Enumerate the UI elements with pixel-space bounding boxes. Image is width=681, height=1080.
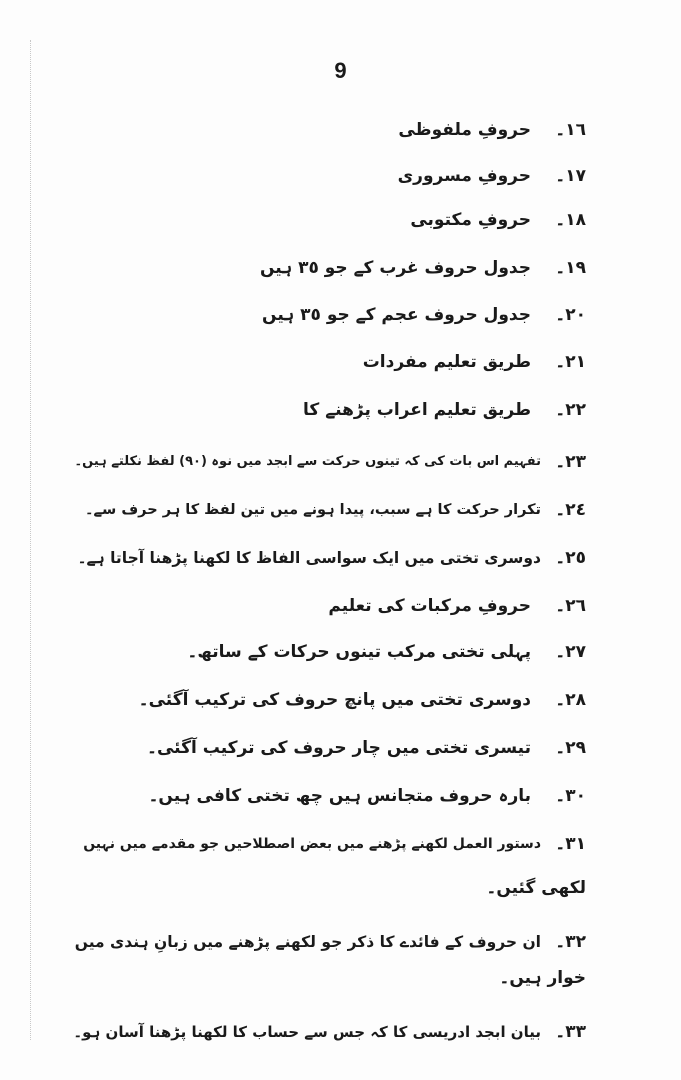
item-number: ٢٥۔ — [555, 548, 586, 568]
item-text-continuation: خوار ہیں۔ — [499, 968, 586, 988]
item-number: ٢٣۔ — [555, 452, 586, 472]
item-number: ١٨۔ — [555, 210, 586, 230]
item-text: حروفِ مکتوبی — [410, 210, 531, 230]
item-number: ٢٨۔ — [555, 690, 586, 710]
item-number: ١٩۔ — [555, 258, 586, 278]
item-text: بارہ حروف متجانس ہیں چھ تختی کافی ہیں۔ — [148, 786, 531, 806]
item-number: ٣٣۔ — [555, 1022, 586, 1042]
item-number: ١٦۔ — [555, 120, 586, 140]
item-text: جدول حروف غرب کے جو ٣٥ ہیں — [259, 258, 531, 278]
item-text: دوسری تختی میں ایک سواسی الفاظ کا لکھنا پڑھنا آجاتا ہے۔ — [77, 549, 541, 567]
item-text: جدول حروف عجم کے جو ٣٥ ہیں — [262, 305, 531, 325]
page-number: 9 — [334, 58, 347, 83]
item-text: حروفِ ملفوظی — [398, 120, 531, 140]
item-number: ٢٢۔ — [555, 400, 586, 420]
item-number: ٢١۔ — [555, 352, 586, 372]
item-text: حروفِ مسروری — [397, 166, 531, 186]
item-number: ٣٠۔ — [555, 786, 586, 806]
item-text: دوسری تختی میں پانچ حروف کی ترکیب آگئی۔ — [138, 690, 531, 710]
item-number: ٣١۔ — [555, 834, 586, 854]
item-text: تفہیم اس بات کی کہ تینوں حرکت سے ابجد میں نوہ (٩٠) لفظ نکلتے ہیں۔ — [74, 454, 541, 469]
item-number: ٢٩۔ — [555, 738, 586, 758]
item-text: تکرار حرکت کا ہے سبب، پیدا ہونے میں تین لفظ کا ہر حرف سے۔ — [85, 502, 541, 518]
item-text: بیان ابجد ادریسی کا کہ جس سے حساب کا لکھنا پڑھنا آسان ہو۔ — [73, 1023, 541, 1041]
item-number: ٣٢۔ — [555, 932, 586, 952]
item-text: تیسری تختی میں چار حروف کی ترکیب آگئی۔ — [147, 738, 531, 758]
margin-dotted-line — [30, 40, 33, 1040]
item-number: ٢٦۔ — [555, 596, 586, 616]
item-number: ١٧۔ — [555, 166, 586, 186]
item-text: طریق تعلیم اعراب پڑھنے کا — [303, 400, 531, 420]
item-number: ٢٧۔ — [555, 642, 586, 662]
item-number: ٢٠۔ — [555, 305, 586, 325]
item-text: پہلی تختی مرکب تینوں حرکات کے ساتھ۔ — [187, 642, 531, 662]
item-text-continuation: لکھی گئیں۔ — [486, 878, 586, 898]
item-text: حروفِ مرکبات کی تعلیم — [328, 596, 531, 616]
item-text: طریق تعلیم مفردات — [362, 352, 531, 372]
item-text: ان حروف کے فائدے کا ذکر جو لکھنے پڑھنے میں زبانِ ہندی میں — [74, 933, 541, 951]
item-number: ٢٤۔ — [555, 500, 586, 520]
item-text: دستور العمل لکھنے پڑھنے میں بعض اصطلاحیں جو مقدمے میں نہیں — [83, 836, 541, 852]
